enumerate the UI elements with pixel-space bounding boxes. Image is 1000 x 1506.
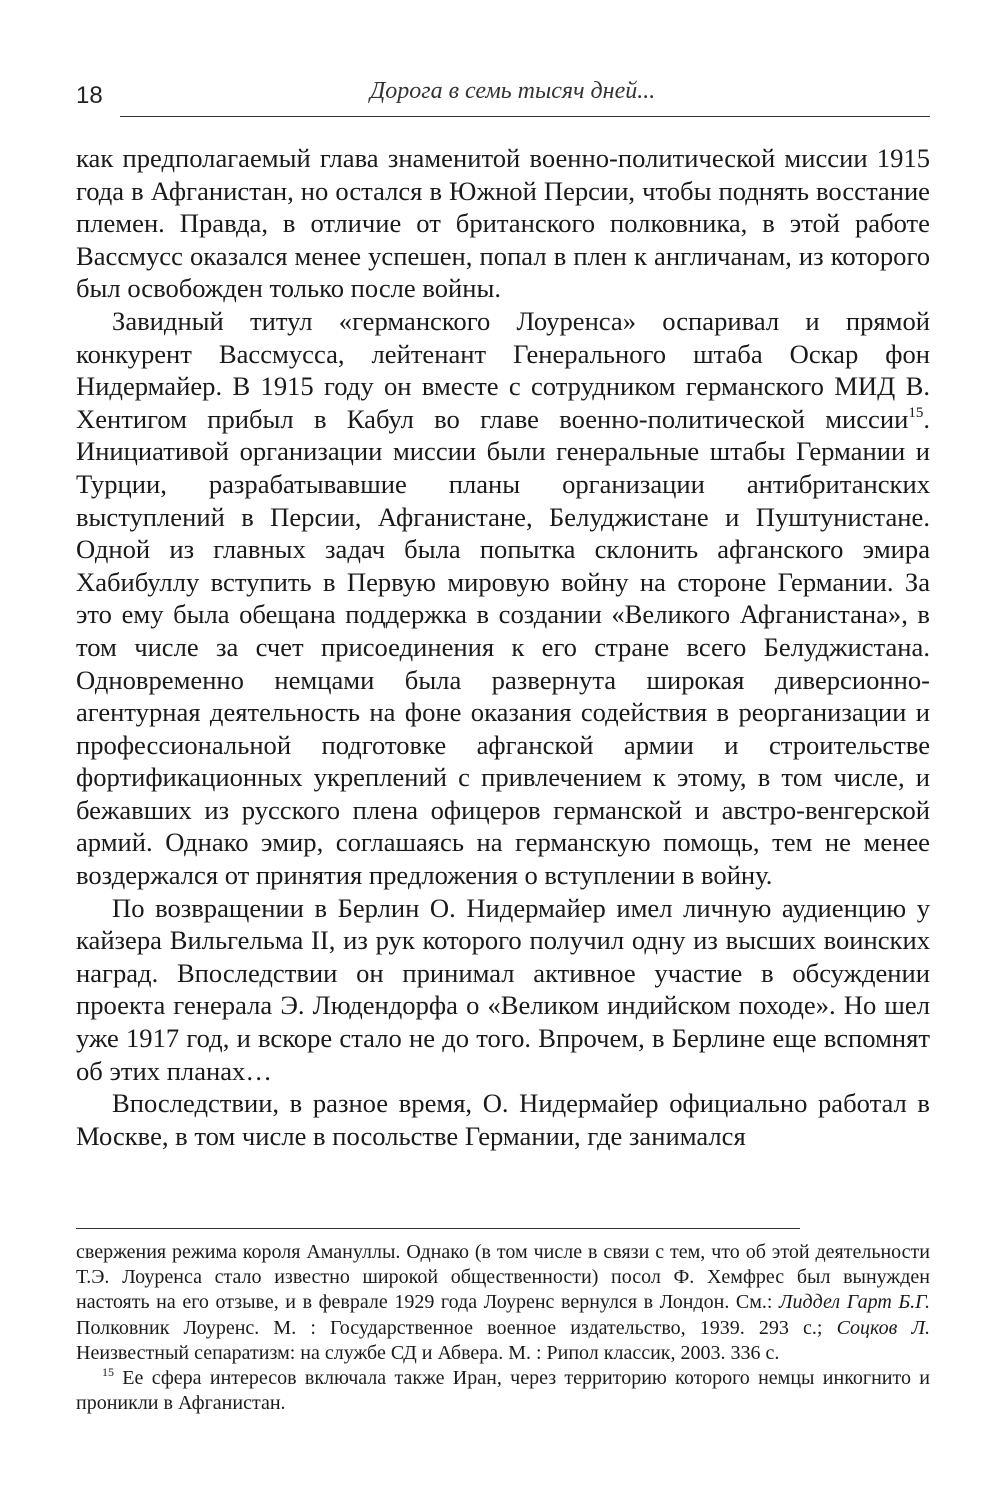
paragraph-4: Впоследствии, в разное время, О. Нидермайер официально работал в Москве, в том числе в посольстве Германии, где занимался (76, 1088, 930, 1151)
header-rule (120, 116, 930, 117)
paragraph-2 (76, 305, 930, 892)
footnote-15-number: 15 (102, 1365, 114, 1380)
footnote-continued-text: свержения режима короля Амануллы. Однако (в том числе в связи с тем, что об этой деятельности Т.Э. Лоуренса стало известно широкой общественности) посол Ф. Хемфрес был вынужден настоять на его отзыве, и в феврале 1929 года Лоуренс вернулся в Лондон. См.: (76, 1241, 930, 1314)
footnote-15 (76, 1366, 930, 1416)
footnote-rule (76, 1228, 800, 1229)
citation-author-2: Соцков Л. (836, 1316, 930, 1339)
page-header (76, 72, 930, 118)
paragraph-3: По возвращении в Берлин О. Нидермайер имел личную аудиенцию у кайзера Вильгельма II, из рук которого получил одну из высших воинских наград. Впоследствии он принимал активное участие в обсуждении проекта генерала Э. Людендорфа о «Великом индийском походе». Но шел уже 1917 год, и вскоре стало не до того. Впрочем, в Берлине еще вспомнят об этих планах… (76, 892, 930, 1086)
page-number: 18 (76, 82, 103, 109)
footnote-continued (76, 1240, 930, 1366)
paragraph-2-main: Завидный титул «германского Лоуренса» оспаривал и прямой конкурент Вассмусса, лейтенант Генерального штаба Оскар фон Нидермайер. В 1915 году он вместе с сотрудником германского МИД В. Хентигом прибыл в Кабул во главе военно-политической миссии (76, 305, 930, 434)
paragraph-1: как предполагаемый глава знаменитой военно-политической миссии 1915 года в Афганистан, но остался в Южной Персии, чтобы поднять восстание племен. Правда, в отличие от британского полковника, в этой работе Вассмусс оказался менее успешен, попал в плен к англичанам, из которого был освобожден только после войны. (76, 143, 930, 304)
running-title: Дорога в семь тысяч дней... (370, 78, 656, 104)
body-text (76, 142, 930, 1152)
citation-author-1: Лиддел Гарт Б.Г. (779, 1291, 931, 1314)
citation-text-2: Неизвестный сепаратизм: на службе СД и Абвера. М. : Рипол классик, 2003. 336 с. (76, 1341, 780, 1364)
paragraph-2-rest: . Инициативой организации миссии были генеральные штабы Германии и Турции, разрабатывавшие планы организации антибританских выступлений в Персии, Афганистане, Белуджистане и Пуштунистане. Одной из главных задач была попытка склонить афганского эмира Хабибуллу вступить в Первую мировую войну на стороне Германии. За это ему была обещана поддержка в создании «Великого Афганистана», в том числе за счет присоединения к его стране всего Белуджистана. Одновременно немцами была развернута широкая диверсионно-агентурная деятельность на фоне оказания содействия в реорганизации и профессиональной подготовке афганской армии и строительстве фортификационных укреплений с привлечением к этому, в том числе, и бежавших из русского плена офицеров германской и австро-венгерской армий. Однако эмир, соглашаясь на германскую помощь, тем не менее воздержался от принятия предложения о вступлении в войну. (76, 403, 930, 891)
footnote-ref-15: 15 (908, 404, 924, 421)
footnote-15-text: Ее сфера интересов включала также Иран, через территорию которого немцы инкогнито и проникли в Афганистан. (76, 1367, 930, 1415)
footnotes (76, 1240, 930, 1416)
citation-text-1: Полковник Лоуренс. М. : Государственное военное издательство, 1939. 293 с.; (76, 1316, 837, 1339)
